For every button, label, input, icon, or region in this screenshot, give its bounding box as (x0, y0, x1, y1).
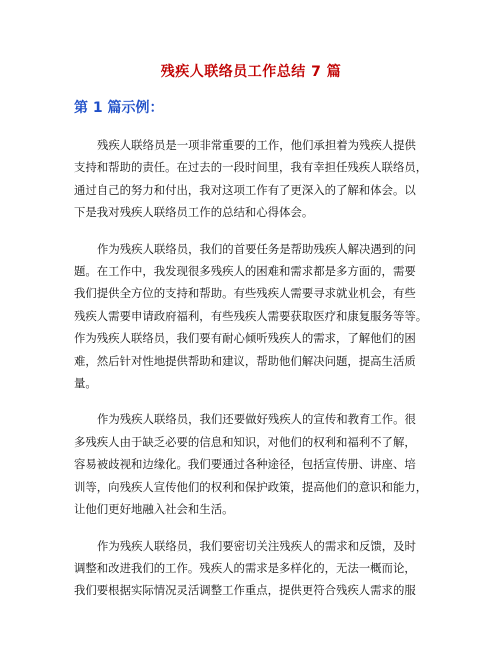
text-line: 作为残疾人联络员，我们要有耐心倾听残疾人的需求，了解他们的困 (74, 331, 416, 346)
text-line: 我们提供全方位的支持和帮助。有些残疾人需要寻求就业机会，有些 (74, 286, 416, 301)
text-line: 让他们更好地融入社会和生活。 (74, 502, 234, 517)
paragraph-1 (74, 134, 444, 224)
text-line: 调整和改进我们的工作。残疾人的需求是多样化的，无法一概而论， (74, 560, 416, 575)
text-line: 容易被歧视和边缘化。我们要通过各种途径，包括宣传册、讲座、培 (74, 457, 416, 472)
text-line: 多残疾人由于缺乏必要的信息和知识，对他们的权利和福利不了解， (74, 434, 416, 449)
text-line: 题。在工作中，我发现很多残疾人的困难和需求都是多方面的，需要 (74, 264, 416, 279)
text-line: 作为残疾人联络员，我们要密切关注残疾人的需求和反馈，及时 (97, 538, 416, 553)
paragraph-4 (74, 535, 444, 602)
text-line: 下是我对残疾人联络员工作的总结和心得体会。 (74, 205, 314, 220)
paragraph-3 (74, 408, 444, 520)
paragraph-2 (74, 238, 444, 395)
text-line: 难，然后针对性地提供帮助和建议，帮助他们解决问题，提高生活质 (74, 353, 416, 368)
text-line: 我们要根据实际情况灵活调整工作重点，提供更符合残疾人需求的服 (74, 583, 416, 598)
document-title: 残疾人联络员工作总结 7 篇 (160, 64, 342, 80)
text-line: 作为残疾人联络员，我们的首要任务是帮助残疾人解决遇到的问 (97, 241, 416, 256)
text-line: 量。 (74, 376, 97, 391)
text-line: 通过自己的努力和付出，我对这项工作有了更深入的了解和体会。以 (74, 182, 416, 197)
section-heading: 第 1 篇示例： (74, 100, 164, 116)
text-line: 残疾人需要申请政府福利，有些残疾人需要获取医疗和康复服务等等。 (74, 308, 428, 323)
text-line: 训等，向残疾人宣传他们的权利和保护政策，提高他们的意识和能力， (74, 479, 428, 494)
text-line: 残疾人联络员是一项非常重要的工作，他们承担着为残疾人提供 (97, 138, 416, 152)
text-line: 支持和帮助的责任。在过去的一段时间里，我有幸担任残疾人联络员， (74, 160, 428, 175)
text-line: 作为残疾人联络员，我们还要做好残疾人的宣传和教育工作。很 (97, 412, 416, 427)
document-body (74, 134, 444, 616)
